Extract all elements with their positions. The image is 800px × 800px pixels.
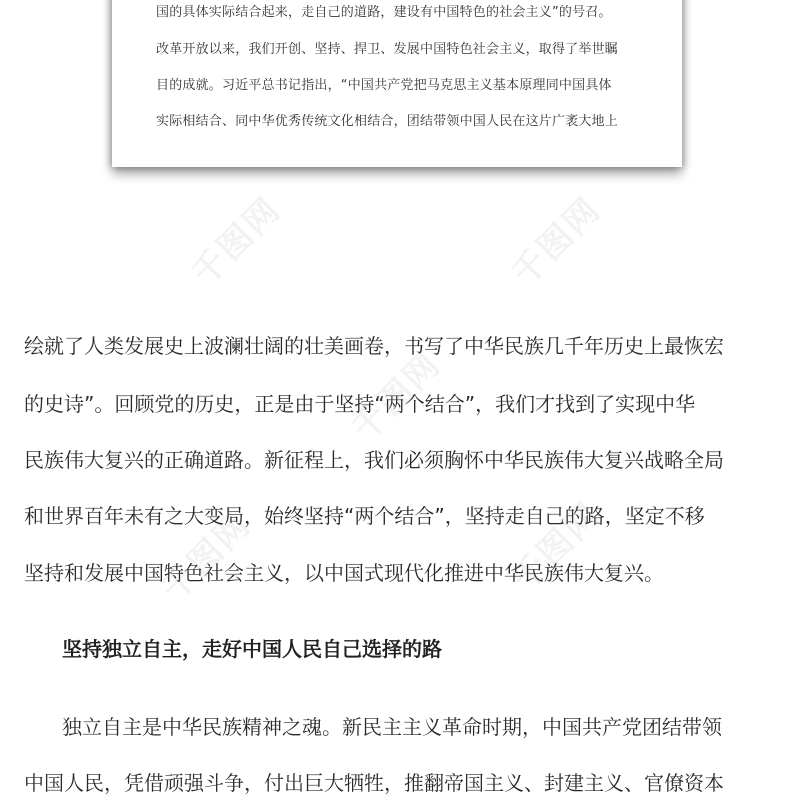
watermark: 千图网 [154,504,259,610]
paragraph-line: 民族伟大复兴的正确道路。新征程上，我们必须胸怀中华民族伟大复兴战略全局 [24,448,724,472]
paragraph-line: 的史诗”。回顾党的历史，正是由于坚持“两个结合”，我们才找到了实现中华 [24,392,696,416]
paragraph-line: 和世界百年未有之大变局，始终坚持“两个结合”，坚持走自己的路，坚定不移 [24,504,705,528]
paragraph-line: 绘就了人类发展史上波澜壮阔的壮美画卷，书写了中华民族几千年历史上最恢宏 [24,334,724,358]
quote-card [112,0,682,167]
paragraph-line: 独立自主是中华民族精神之魂。新民主主义革命时期，中国共产党团结带领 [62,715,722,739]
section-heading: 坚持独立自主，走好中国人民自己选择的路 [62,637,442,661]
watermark: 千图网 [344,344,449,450]
paragraph-line: 中国人民，凭借顽强斗争，付出巨大牺牲，推翻帝国主义、封建主义、官僚资本 [24,771,724,795]
card-text-line: 实际相结合、同中华优秀传统文化相结合，团结带领中国人民在这片广袤大地上 [156,114,619,129]
watermark: 千图网 [504,189,609,295]
watermark: 千图网 [184,189,289,295]
card-text-line: 改革开放以来，我们开创、坚持、捍卫、发展中国特色社会主义，取得了举世瞩 [156,42,619,57]
paragraph-line: 坚持和发展中国特色社会主义，以中国式现代化推进中华民族伟大复兴。 [24,561,664,585]
watermark: 千图网 [504,494,609,600]
card-text-line: 国的具体实际结合起来，走自己的道路，建设有中国特色的社会主义”的号召。 [156,5,612,20]
card-text-line: 目的成就。习近平总书记指出，“中国共产党把马克思主义基本原理同中国具体 [156,78,612,93]
